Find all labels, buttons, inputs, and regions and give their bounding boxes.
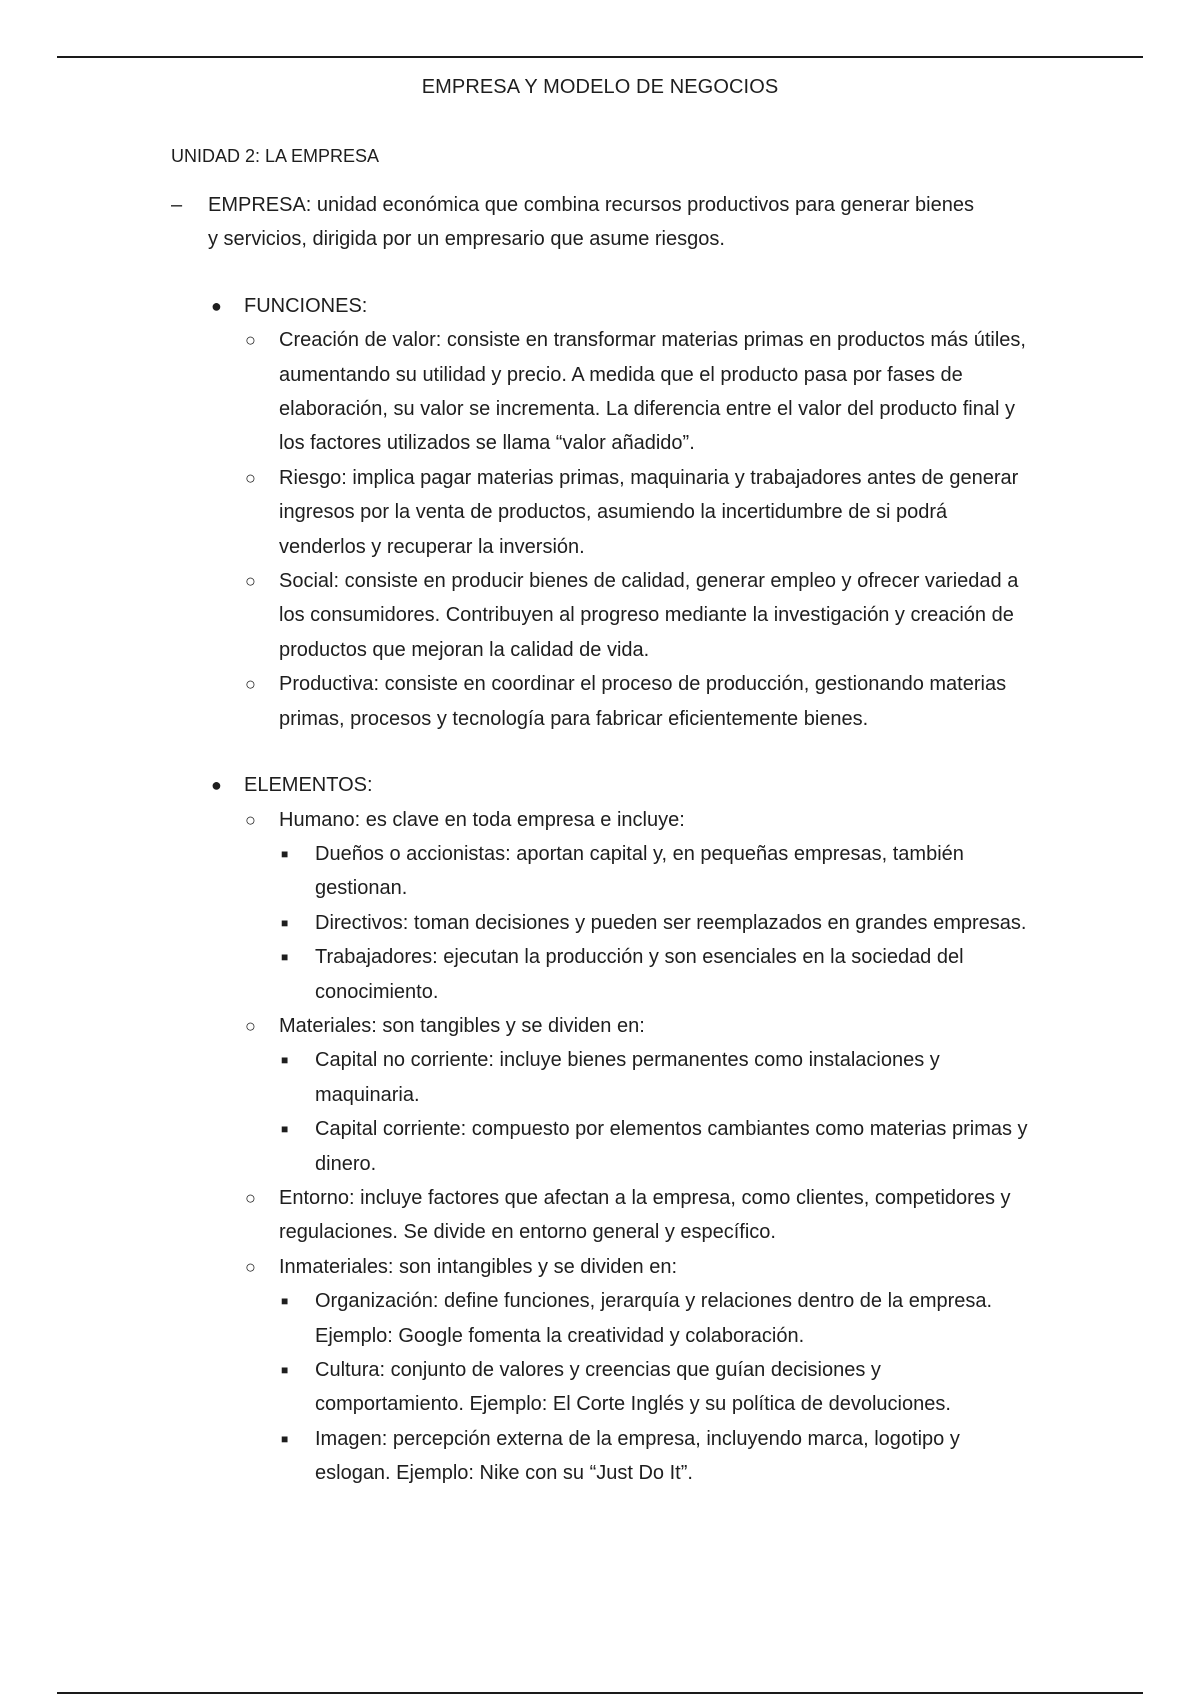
list-item — [0, 803, 1029, 837]
inmateriales-cultura: Cultura: conjunto de valores y creencias que guían decisiones y comportamiento. Ejemplo: El Corte Inglés y su política de devoluciones. — [315, 1359, 951, 1416]
square-bullet-icon: ■ — [281, 1122, 289, 1137]
elemento-inmateriales: Inmateriales: son intangibles y se dividen en: — [279, 1255, 678, 1278]
top-rule — [57, 56, 1143, 58]
circle-bullet-icon: ○ — [245, 467, 256, 488]
elementos-heading-item — [0, 768, 1014, 802]
elementos-heading: ELEMENTOS: — [244, 774, 373, 797]
funcion-creacion-valor: Creación de valor: consiste en transformar materias primas en productos más útiles, aumentando su utilidad y precio. A medida que el producto pasa por fases de elaboración, su valor se incrementa. La diferencia entre el valor del producto final y los factores utilizados se llama “valor añadido”. — [279, 329, 1026, 455]
inmateriales-organizacion: Organización: define funciones, jerarquía y relaciones dentro de la empresa. Ejemplo: Google fomenta la creatividad y colaboración. — [315, 1290, 993, 1347]
document-body — [0, 188, 1200, 1491]
funciones-heading-item — [0, 289, 1014, 323]
list-item — [0, 461, 1029, 564]
disc-bullet-icon: ● — [211, 775, 222, 796]
elemento-materiales: Materiales: son tangibles y se dividen en: — [279, 1014, 645, 1037]
elemento-humano: Humano: es clave en toda empresa e incluye: — [279, 808, 685, 831]
list-item — [0, 1043, 1030, 1112]
definition-text: EMPRESA: unidad económica que combina recursos productivos para generar bienes y servicios, dirigida por un empresario que asume riesgos. — [208, 194, 974, 251]
list-item — [0, 1112, 1030, 1181]
list-item — [0, 667, 1029, 736]
list-item — [0, 1181, 1029, 1250]
square-bullet-icon: ■ — [281, 1431, 289, 1446]
list-item — [0, 564, 1029, 667]
circle-bullet-icon: ○ — [245, 809, 256, 830]
definition-item — [0, 188, 978, 257]
list-item — [0, 906, 1030, 940]
square-bullet-icon: ■ — [281, 950, 289, 965]
circle-bullet-icon: ○ — [245, 1187, 256, 1208]
circle-bullet-icon: ○ — [245, 1256, 256, 1277]
funcion-social: Social: consiste en producir bienes de calidad, generar empleo y ofrecer variedad a los consumidores. Contribuyen al progreso mediante la investigación y creación de productos que mejoran la calidad de vida. — [279, 570, 1019, 661]
inmateriales-imagen: Imagen: percepción externa de la empresa, incluyendo marca, logotipo y eslogan. Ejemplo: Nike con su “Just Do It”. — [315, 1427, 960, 1485]
unit-heading: UNIDAD 2: LA EMPRESA — [171, 146, 380, 166]
humano-duenos: Dueños o accionistas: aportan capital y, en pequeñas empresas, también gestionan. — [315, 842, 964, 900]
list-item — [0, 1009, 1029, 1043]
materiales-capital-no-corriente: Capital no corriente: incluye bienes permanentes como instalaciones y maquinaria. — [315, 1049, 940, 1106]
list-item — [0, 1422, 1030, 1491]
list-item — [0, 323, 1029, 461]
elemento-entorno: Entorno: incluye factores que afectan a la empresa, como clientes, competidores y regulaciones. Se divide en entorno general y específico. — [279, 1186, 1011, 1244]
disc-bullet-icon: ● — [211, 295, 222, 316]
humano-trabajadores: Trabajadores: ejecutan la producción y son esenciales en la sociedad del conocimiento. — [315, 946, 964, 1003]
square-bullet-icon: ■ — [281, 915, 289, 930]
circle-bullet-icon: ○ — [245, 674, 256, 695]
list-item — [0, 1250, 1029, 1284]
circle-bullet-icon: ○ — [245, 330, 256, 351]
funcion-riesgo: Riesgo: implica pagar materias primas, maquinaria y trabajadores antes de generar ingresos por la venta de productos, asumiendo la incertidumbre de si podrá venderlos y recuperar la inversión. — [279, 466, 1019, 558]
list-item — [0, 837, 1030, 906]
funcion-productiva: Productiva: consiste en coordinar el proceso de producción, gestionando materias primas, procesos y tecnología para fabricar eficientemente bienes. — [279, 673, 1007, 730]
square-bullet-icon: ■ — [281, 1363, 289, 1377]
circle-bullet-icon: ○ — [245, 571, 256, 592]
list-item — [0, 1353, 1030, 1422]
humano-directivos: Directivos: toman decisiones y pueden ser reemplazados en grandes empresas. — [315, 911, 1027, 934]
document-title: EMPRESA Y MODELO DE NEGOCIOS — [421, 76, 779, 98]
square-bullet-icon: ■ — [281, 846, 289, 861]
square-bullet-icon: ■ — [281, 1294, 289, 1309]
dash-bullet-icon: – — [171, 194, 183, 216]
list-item — [0, 1284, 1030, 1353]
list-item — [0, 940, 1030, 1009]
circle-bullet-icon: ○ — [245, 1015, 256, 1036]
square-bullet-icon: ■ — [281, 1053, 289, 1068]
materiales-capital-corriente: Capital corriente: compuesto por elementos cambiantes como materias primas y dinero. — [315, 1118, 1028, 1175]
bottom-rule — [57, 1692, 1143, 1694]
funciones-heading: FUNCIONES: — [244, 294, 368, 317]
